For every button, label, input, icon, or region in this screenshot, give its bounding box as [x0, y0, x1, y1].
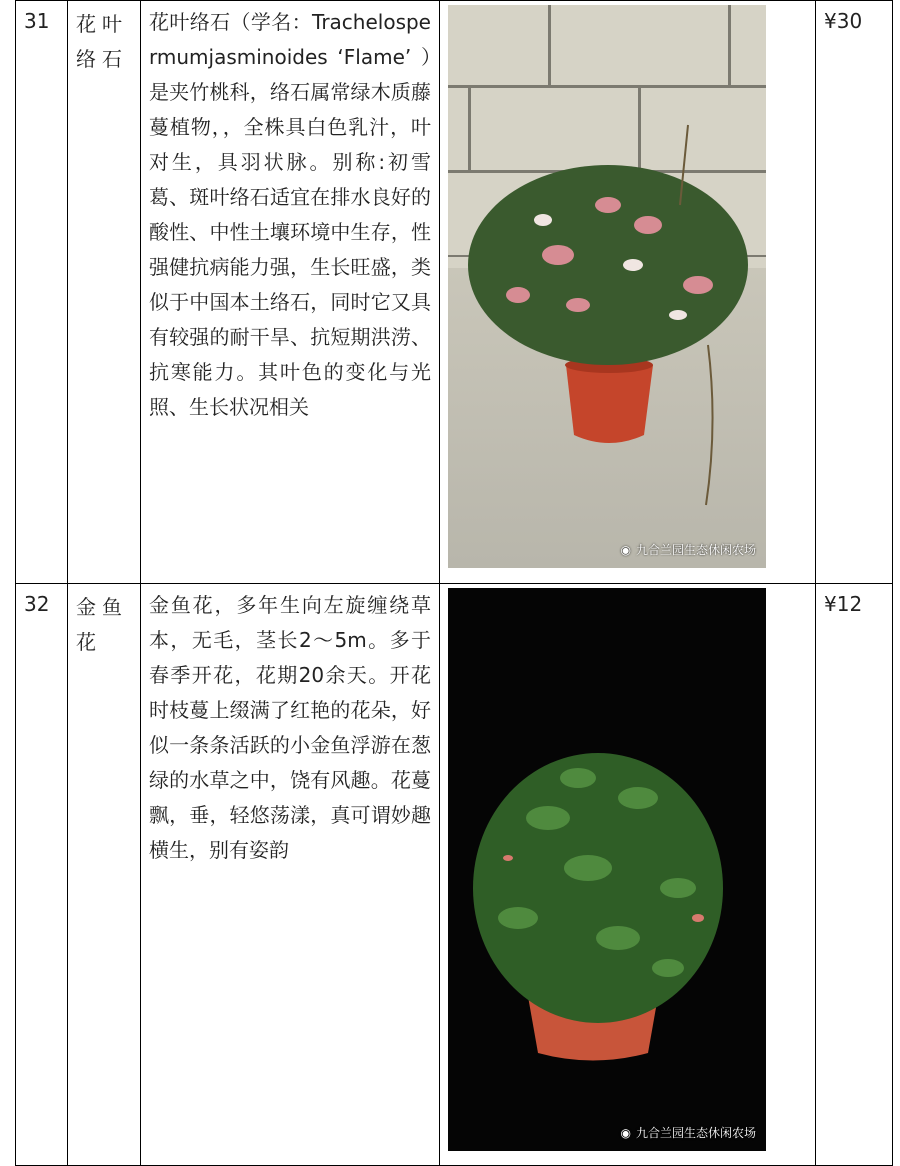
row-number: 32: [16, 584, 68, 1166]
photo-cell: [440, 1, 816, 584]
plant-name: 花叶络石: [68, 1, 141, 584]
table-row: [16, 1, 893, 584]
row-number: 31: [16, 1, 68, 584]
wechat-icon: ◉: [620, 543, 631, 557]
plant-photo: [448, 588, 766, 1151]
plant-description: 金鱼花，多年生向左旋缠绕草本，无毛，茎长2～5m。多于春季开花，花期20余天。开花时枝蔓上缀满了红艳的花朵，好似一条条活跃的小金鱼浮游在葱绿的水草之中，饶有风趣。花蔓飘，垂，轻悠荡漾，真可谓妙趣横生，别有姿韵: [141, 584, 440, 1166]
photo-cell: [440, 584, 816, 1166]
potted-plant-illustration: [448, 5, 766, 568]
plant-description: 花叶络石（学名：Trachelospermumjasminoides ‘Flame’ ）是夹竹桃科，络石属常绿木质藤蔓植物，，全株具白色乳汁，叶对生，具羽状脉。别称:初雪葛、斑叶络石适宜在排水良好的酸性、中性土壤环境中生存，性强健抗病能力强，生长旺盛，类似于中国本土络石，同时它又具有较强的耐干旱、抗短期洪涝、抗寒能力。其叶色的变化与光照、生长状况相关: [141, 1, 440, 584]
watermark: ◉ 九合兰园生态休闲农场: [620, 543, 756, 557]
plant-table: [15, 0, 893, 1166]
watermark: ◉ 九合兰园生态休闲农场: [620, 1126, 756, 1140]
price: ¥30: [816, 1, 893, 584]
price: ¥12: [816, 584, 893, 1166]
plant-photo: [448, 5, 766, 568]
potted-plant-illustration: [448, 588, 766, 1151]
plant-name: 金鱼花: [68, 584, 141, 1166]
wechat-icon: ◉: [620, 1126, 631, 1140]
table-row: [16, 584, 893, 1166]
